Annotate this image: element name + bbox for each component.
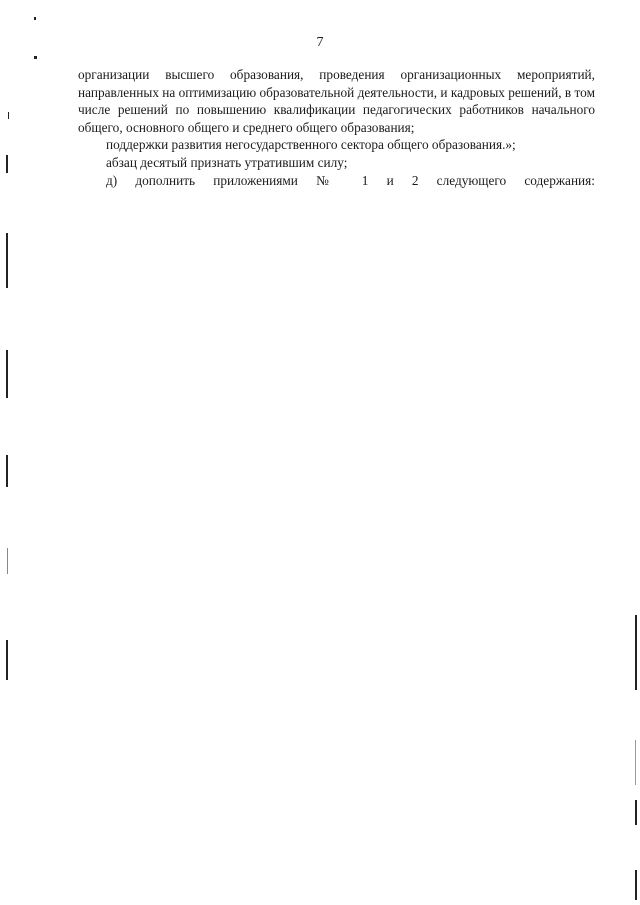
scan-dot (34, 56, 37, 59)
scan-line (7, 548, 8, 574)
page-number: 7 (316, 35, 324, 50)
paragraph: поддержки развития негосударственного сектора общего образования.»; (106, 137, 516, 153)
scan-line (635, 870, 637, 900)
paragraph: абзац десятый признать утратившим силу; (106, 154, 348, 170)
scan-line (635, 615, 637, 690)
scan-line (635, 740, 636, 785)
scan-line (6, 640, 8, 680)
paragraph: д) дополнить приложениями № 1 и 2 следующего содержания: (106, 172, 595, 188)
body-text (78, 66, 595, 189)
scan-line (635, 800, 637, 825)
paragraph: организации высшего образования, проведения организационных мероприятий, направленных на оптимизацию образовательной деятельности, и кадровых решений, в том числе решений по повышению квалификации педагогических работников начального общего, основного общего и среднего общего образования; (78, 67, 595, 135)
scan-dot (34, 17, 36, 20)
scan-line (6, 350, 8, 398)
scan-line (6, 233, 8, 288)
scan-line (8, 112, 9, 119)
scan-line (6, 155, 8, 173)
scan-line (6, 455, 8, 487)
